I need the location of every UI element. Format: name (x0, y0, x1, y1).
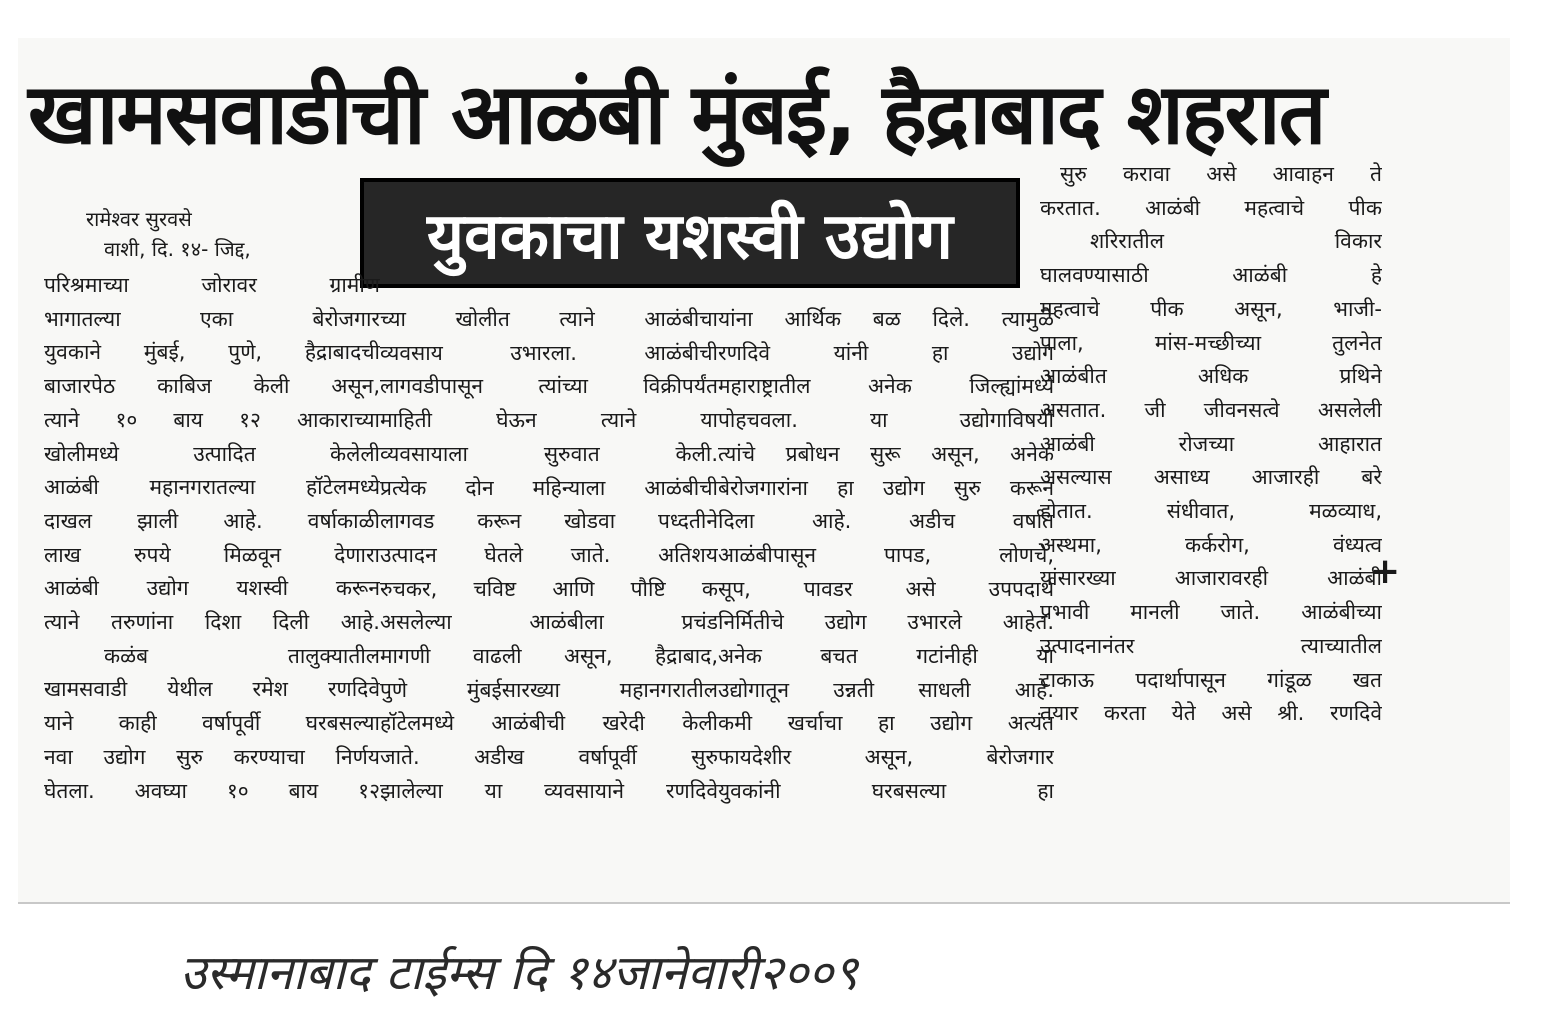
newspaper-clipping (18, 38, 1510, 904)
column-line: घालवण्यासाठी आळंबी हे (1040, 263, 1382, 288)
subheadline-box: युवकाचा यशस्वी उद्योग (360, 178, 1020, 288)
column-line: खोलीमध्ये उत्पादित केलेली (44, 441, 380, 466)
column-line: कमी खर्चाचा हा उद्योग अत्यंत (718, 711, 1054, 736)
column-line: असलेल्या आळंबीला प्रचंड (380, 610, 718, 635)
byline (70, 204, 360, 264)
headline: खामसवाडीची आळंबी मुंबई, हैद्राबाद शहरात (28, 65, 1325, 163)
clipping-bottom-edge (18, 902, 1510, 904)
column-line: बेरोजगारांना हा उद्योग सुरु करून (718, 475, 1054, 500)
column-line: जाते. अडीख वर्षापूर्वी सुरु (380, 745, 718, 770)
article-column-2 (380, 303, 718, 809)
column-line: च्या खोलीत त्याने आळंबीचा (380, 307, 718, 331)
margin-cross-mark: + (1370, 551, 1401, 592)
column-line: रुचकर, चविष्ट आणि पौष्टि क (380, 576, 718, 601)
column-line: प्रत्येक दोन महिन्याला आळंबीची (380, 475, 718, 500)
column-line: नवा उद्योग सुरु करण्याचा निर्णय (44, 744, 380, 769)
column-line: दाखल झाली आहे. वर्षाकाळी (44, 508, 380, 533)
dateline: वाशी, दि. १४- जिद्द, (104, 237, 251, 261)
column-line: होतात. संधीवात, मळव्याध, (1040, 499, 1382, 524)
column-line: उत्पादनानंतर त्याच्यातील (1040, 633, 1382, 658)
column-line: सूप, पावडर असे उपपदार्थ (718, 576, 1054, 601)
column-line: झालेल्या या व्यवसायाने रणदिवे (380, 778, 718, 803)
column-line: आळंबीपासून पापड, लोणचे, (718, 542, 1054, 567)
handwritten-source-note: उस्मानाबाद टाईम्स दि १४जानेवारी२००९ (180, 945, 859, 1001)
column-line: बाजारपेठ काबिज केली असून, (44, 374, 380, 399)
column-line: हॉटेलमध्ये आळंबीची खरेदी केली (380, 711, 718, 736)
column-line: आळंबीत अधिक प्रथिने (1040, 364, 1382, 389)
column-line: निर्मितीचे उद्योग उभारले आहेत. (718, 610, 1054, 635)
column-line: उत्पादन घेतले जाते. अतिशय (380, 542, 718, 567)
column-line: यांना आर्थिक बळ दिले. त्यामुळे (718, 307, 1054, 331)
column-line: परिश्रमाच्या जोरावर ग्रामीण (44, 273, 380, 297)
column-line: युवकाने मुंबई, पुणे, हैद्राबादची (44, 340, 380, 365)
column-line: मागणी वाढली असून, हैद्राबाद, (380, 644, 718, 669)
column-line: आळंबी उद्योग यशस्वी करून (44, 576, 380, 601)
column-line: व्यवसायाला सुरुवात केली. (380, 441, 718, 466)
column-line: उद्योगातून उन्नती साधली आहे. (718, 677, 1054, 702)
column-line: त्यांचे प्रबोधन सुरू असून, अनेक (718, 441, 1054, 466)
column-line: फायदेशीर असून, बेरोजगार (718, 745, 1054, 770)
column-line: असल्यास असाध्य आजारही बरे (1040, 465, 1382, 490)
author-name: रामेश्वर सुरवसे (86, 207, 192, 231)
column-line: याने काही वर्षापूर्वी घरबसल्या (44, 711, 380, 736)
column-line: अनेक बचत गटांनीही या (718, 644, 1054, 669)
column-line: आळंबी महानगरातल्या हॉटेलमध्ये (44, 475, 380, 500)
column-line: असतात. जी जीवनसत्वे असलेली (1040, 397, 1382, 422)
column-line: त्याने १० बाय १२ आकाराच्या (44, 407, 380, 432)
article-column-1 (44, 269, 380, 808)
column-line: भागातल्या एका बेरोजगार (44, 306, 380, 331)
column-line: रणदिवे यांनी हा उद्योग (718, 340, 1054, 365)
column-line: करतात. आळंबी महत्वाचे पीक (1040, 195, 1382, 220)
column-line: खामसवाडी येथील रमेश रणदिवे (44, 677, 380, 702)
column-line: महाराष्ट्रातील अनेक जिल्ह्यांमध्ये (718, 374, 1054, 399)
column-line: टाकाऊ पदार्थापासून गांडूळ खत (1040, 667, 1382, 692)
column-line: युवकांनी घरबसल्या हा (718, 778, 1054, 803)
column-line: पोहचवला. या उद्योगाविषयी (718, 408, 1054, 433)
column-line: दिला आहे. अडीच वर्षात (718, 509, 1054, 534)
column-line: तयार करता येते असे श्री. रणदिवे (1040, 701, 1382, 726)
column-line: कळंब तालुक्यातील (104, 643, 380, 668)
column-line: शरिरातील विकार (1090, 229, 1382, 254)
column-line: त्याने तरुणांना दिशा दिली आहे. (44, 610, 380, 635)
column-line: आळंबी रोजच्या आहारात (1040, 431, 1382, 456)
column-line: सुरु करावा असे आवाहन ते (1060, 162, 1382, 186)
column-line: महत्वाचे पीक असून, भाजी- (1040, 296, 1382, 321)
column-line: प्रभावी मानली जाते. आळंबीच्या (1040, 600, 1382, 625)
article-column-3 (718, 303, 1054, 809)
column-line: व्यवसाय उभारला. आळंबीची (380, 340, 718, 365)
column-line: माहिती घेऊन त्याने या (380, 408, 718, 433)
article-column-4 (1040, 158, 1382, 731)
column-line: घेतला. अवघ्या १० बाय १२ (44, 778, 380, 803)
column-line: यांसारख्या आजारावरही आळंबी (1040, 566, 1382, 591)
column-line: लाख रुपये मिळवून देणारा (44, 542, 380, 567)
column-line: पुणे मुंबईसारख्या महानगरातील (380, 677, 718, 702)
column-line: लागवड करून खोडवा पध्दतीने (380, 509, 718, 534)
column-line: अस्थमा, कर्करोग, वंध्यत्व (1040, 532, 1382, 557)
column-line: लागवडीपासून त्यांच्या विक्रीपर्यंत (380, 374, 718, 399)
column-line: पाला, मांस-मच्छीच्या तुलनेत (1040, 330, 1382, 355)
